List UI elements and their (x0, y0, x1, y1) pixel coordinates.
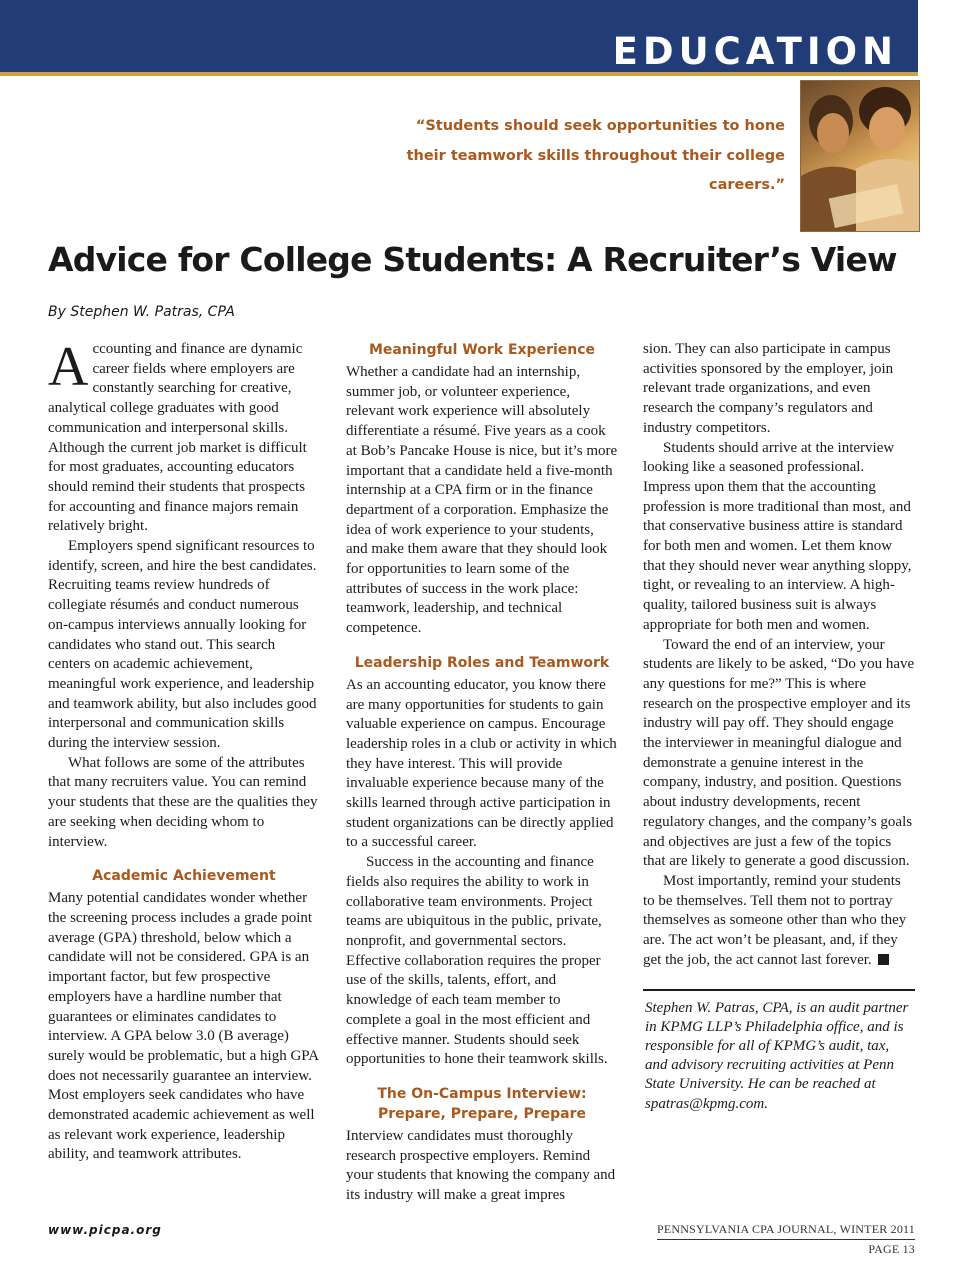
column-3 (643, 340, 915, 1114)
section-banner (0, 0, 918, 76)
column-2 (346, 340, 618, 1206)
footer-journal: PENNSYLVANIA CPA JOURNAL, WINTER 2011 (657, 1222, 915, 1240)
work-heading: Meaningful Work Experience (368, 342, 596, 358)
leadership-paragraph-2: Success in the accounting and finance fields also requires the ability to work in collaborative team environments. Project teams are ubiquitous in the public, private, nonprofit, and governmental sectors. Effective collaboration requires the proper use of the skills, talents, effort, and knowledge of each team member to complete a goal in the most efficient and effective manner. Students should seek opportunities to hone their teamwork skills. (346, 854, 608, 1068)
interview-paragraph-1-start: Interview candidates must thoroughly research prospective employers. Remind your students that knowing the company and its industry will make a great impres (346, 1127, 616, 1204)
intro-paragraph-3: What follows are some of the attributes that many recruiters value. You can remind your students that these are the qualities they are seeking when deciding whom to interview. (48, 754, 318, 850)
author-bio: Stephen W. Patras, CPA, is an audit partner in KPMG LLP’s Philadelphia office, and is responsible for all of KPMG’s audit, tax, and advisory recruiting activities at Penn State University. He can be reached at spatras@kpmg.com. (645, 999, 909, 1112)
students-photo (800, 80, 920, 232)
interview-paragraph-3: Toward the end of an interview, your students are likely to be asked, “Do you have any questions for me?” This is where research on the prospective employer and its industry will pay off. They should engage the interviewer in meaningful dialogue and demonstrate a genuine interest in the company, industry, and position. Questions about industry developments, recent regulatory changes, and the company’s goals and objectives are just a few of the topics that are likely to generate a good discussion. (643, 636, 915, 870)
interview-heading-line-1: The On-Campus Interview: (377, 1085, 587, 1102)
academic-paragraph: Many potential candidates wonder whether the screening process includes a grade point average (GPA) threshold, below which a candidate will not be considered. GPA is an important factor, but few prospective employers have a hardline number that guarantees or eliminates candidates to interview. A GPA below 3.0 (B average) surely would be problematic, but a high GPA does not necessarily guarantee an interview. Most employers seek candidates who have demonstrated academic achievement as well as relevant work experience, leadership ability, and teamwork attributes. (48, 890, 319, 1163)
footer-page-number: PAGE 13 (868, 1242, 915, 1256)
interview-paragraph-1-end: sion. They can also participate in campus activities sponsored by the employer, join relevant trade organizations, and even research the company’s regulators and industry competitors. (643, 341, 894, 436)
column-1 (48, 336, 320, 1165)
leadership-heading: Leadership Roles and Teamwork (354, 654, 610, 671)
work-paragraph: Whether a candidate had an internship, summer job, or volunteer experience, relevant work experience will absolutely differentiate a résumé. Five years as a cook at Bob’s Pancake House is nice, but it’s more important that a candidate held a five-month internship at a CPA firm or in the finance department of a corporation. Emphasize the idea of work experience to your students, and make them aware that they should look for opportunities to learn some of the attributes of success in the work place: teamwork, leadership, and technical competence. (346, 364, 618, 637)
interview-paragraph-4 (643, 872, 915, 971)
drop-cap: A (48, 336, 89, 398)
interview-heading-line-2: Prepare, Prepare, Prepare (378, 1105, 586, 1122)
byline: By Stephen W. Patras, CPA (48, 304, 235, 320)
students-photo-illustration (801, 81, 919, 231)
academic-heading: Academic Achievement (92, 868, 276, 885)
section-label: EDUCATION (612, 30, 898, 73)
intro-paragraph-2: Employers spend significant resources to identify, screen, and hire the best candidates. Recruiting teams review hundreds of collegiate résumés and conduct numerous on-campus interviews annually looking for candidates who stand out. This search centers on academic achievement, meaningful work experience, and leadership and teamwork ability, but also includes good interpersonal and communication skills during the interview session. (48, 538, 317, 752)
pull-quote: “Students should seek opportunities to hone their teamwork skills throughout their college careers.” (406, 118, 785, 193)
bio-divider (643, 989, 915, 991)
leadership-paragraph-1: As an accounting educator, you know there are many opportunities for students to gain valuable experience on campus. Encourage leadership roles in a club or activity in which they have interest. This will provide invaluable experience because many of the skills learned through active participation in student organizations can be directly applied to a successful career. (346, 676, 617, 851)
article-title: Advice for College Students: A Recruiter’s View (48, 240, 897, 279)
interview-heading (346, 1084, 618, 1124)
intro-paragraph-1 (48, 336, 320, 537)
intro-paragraph-1-text: ccounting and finance are dynamic career fields where employers are constantly searching for creative, analytical college graduates with good communication and interpersonal skills. Although the current job market is difficult for most graduates, accounting educators should remind their students that prospects for accounting and finance majors remain relatively bright. (48, 341, 307, 535)
black-square-icon (878, 954, 889, 965)
interview-paragraph-2: Students should arrive at the interview looking like a seasoned professional. Impress upon them that the accounting profession is more traditional than most, and that conservative business attire is standard for both men and women. Let them know that they should never wear anything sloppy, tight, or revealing to an interview. A high-quality, tailored business suit is always appropriate for both men and women. (643, 439, 912, 633)
interview-paragraph-4-text: Most importantly, remind your students to be themselves. Tell them not to portray themselves as someone other than who they are. The act won’t be pleasant, and, if they get the job, the act cannot last forever. (643, 872, 907, 968)
footer-url: www.picpa.org (48, 1223, 162, 1237)
